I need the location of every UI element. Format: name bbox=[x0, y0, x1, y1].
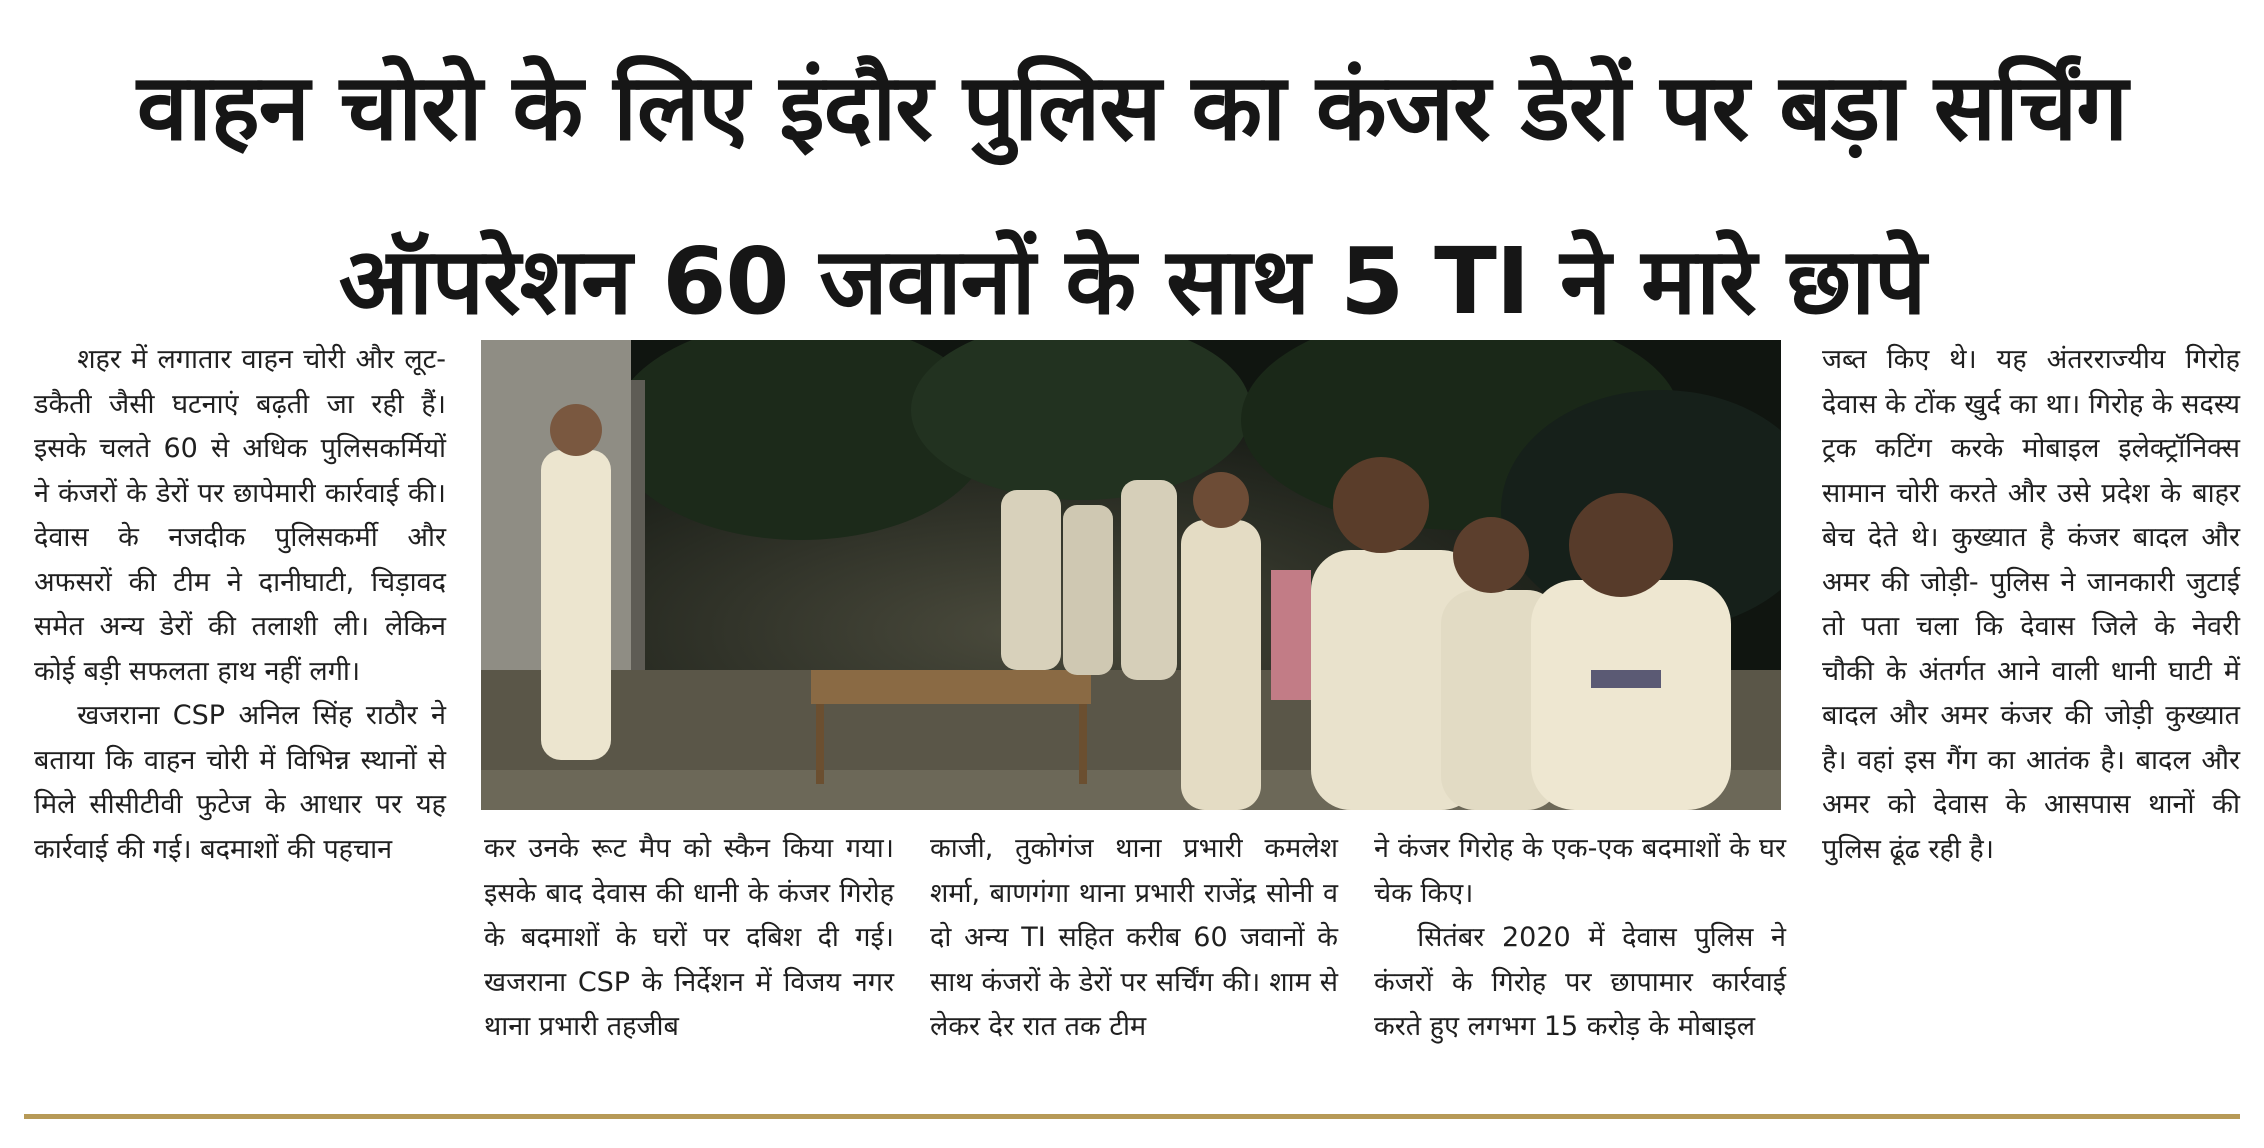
article-column-1 bbox=[34, 338, 446, 872]
article-column-right bbox=[1822, 338, 2240, 872]
paragraph: सितंबर 2020 में देवास पुलिस ने कंजरों के गिरोह पर छापामार कार्रवाई करते हुए लगभग 15 करोड़ के मोबाइल bbox=[1374, 922, 1786, 1042]
paragraph: जब्त किए थे। यह अंतरराज्यीय गिरोह देवास के टोंक खुर्द का था। गिरोह के सदस्य ट्रक कटिंग करके मोबाइल इलेक्ट्रॉनिक्स सामान चोरी करते और उसे प्रदेश के बाहर बेच देते थे। कुख्यात है कंजर बादल और अमर की जोड़ी- पुलिस ने जानकारी जुटाई तो पता चला कि देवास जिले के नेवरी चौकी के अंतर्गत आने वाली धानी घाटी में बादल और अमर कंजर की जोड़ी कुख्यात है। वहां इस गैंग का आतंक है। बादल और अमर को देवास के आसपास थानों की पुलिस ढूंढ रही है। bbox=[1822, 344, 2241, 865]
paragraph: ने कंजर गिरोह के एक-एक बदमाशों के घर चेक किए। bbox=[1374, 833, 1786, 909]
bottom-rule bbox=[24, 1114, 2240, 1119]
police-raid-photo-illustration bbox=[481, 340, 1781, 810]
article-column-4 bbox=[1374, 827, 1786, 1050]
paragraph: शहर में लगातार वाहन चोरी और लूट-डकैती जैसी घटनाएं बढ़ती जा रही हैं। इसके चलते 60 से अधिक पुलिसकर्मियों ने कंजरों के डेरों पर छापेमारी कार्रवाई की। देवास के नजदीक पुलिसकर्मी और अफसरों की टीम ने दानीघाटी, चिड़ावद समेत अन्य डेरों की तलाशी ली। लेकिन कोई बड़ी सफलता हाथ नहीं लगी। bbox=[34, 344, 446, 687]
article-column-3 bbox=[930, 827, 1338, 1050]
news-photo bbox=[481, 340, 1781, 810]
paragraph: खजराना CSP अनिल सिंह राठौर ने बताया कि वाहन चोरी में विभिन्न स्थानों से मिले सीसीटीवी फुटेज के आधार पर यह कार्रवाई की गई। बदमाशों की पहचान bbox=[34, 700, 446, 865]
paragraph: काजी, तुकोगंज थाना प्रभारी कमलेश शर्मा, बाणगंगा थाना प्रभारी राजेंद्र सोनी व दो अन्य TI सहित करीब 60 जवानों के साथ कंजरों के डेरों पर सर्चिंग की। शाम से लेकर देर रात तक टीम bbox=[930, 833, 1338, 1042]
article-column-2 bbox=[484, 827, 894, 1050]
headline-line-1: वाहन चोरो के लिए इंदौर पुलिस का कंजर डेरों पर बड़ा सर्चिंग bbox=[136, 54, 2128, 161]
paragraph: कर उनके रूट मैप को स्कैन किया गया। इसके बाद देवास की धानी के कंजर गिरोह के बदमाशों के घरों पर दबिश दी गई। खजराना CSP के निर्देशन में विजय नगर थाना प्रभारी तहजीब bbox=[484, 833, 894, 1042]
headline-line-2: ऑपरेशन 60 जवानों के साथ 5 TI ने मारे छापे bbox=[338, 228, 1926, 335]
